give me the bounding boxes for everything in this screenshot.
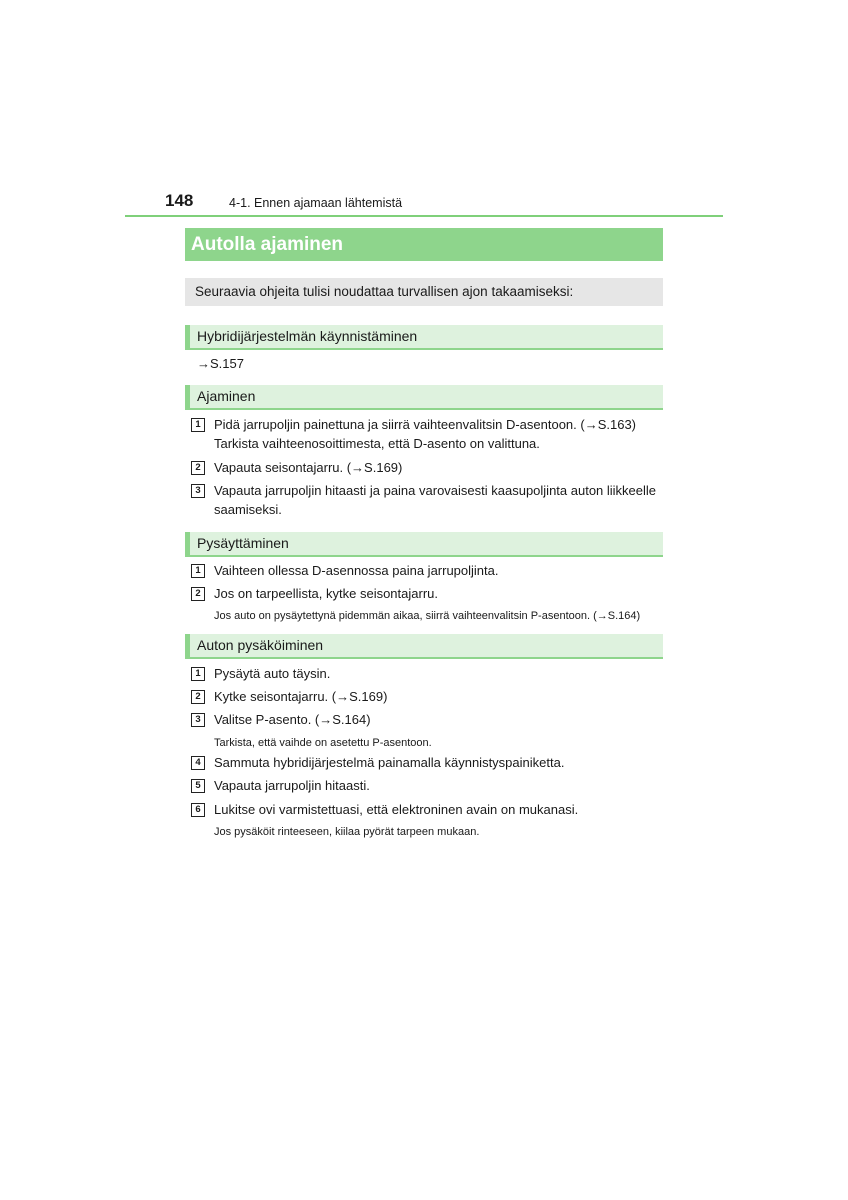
step-note: Jos auto on pysäytettynä pidemmän aikaa, siirrä vaihteenvalitsin P-asentoon. (→S.164) — [214, 610, 641, 622]
step-number: 3 — [191, 713, 205, 727]
step-note: Jos pysäköit rinteeseen, kiilaa pyörät tarpeen mukaan. — [214, 826, 480, 838]
step-text: Valitse P-asento. (→S.164) — [214, 712, 371, 727]
section-heading-driving: Ajaminen — [185, 385, 663, 410]
intro-box: Seuraavia ohjeita tulisi noudattaa turvallisen ajon takaamiseksi: — [185, 278, 663, 306]
step-text: Tarkista vaihteenosoittimesta, että D-asento on valittuna. — [214, 436, 540, 451]
step-text: Pidä jarrupoljin painettuna ja siirrä vaihteenvalitsin D-asentoon. (→S.163) — [214, 417, 637, 432]
step-number: 1 — [191, 667, 205, 681]
section-heading-stopping: Pysäyttäminen — [185, 532, 663, 557]
breadcrumb: 4-1. Ennen ajamaan lähtemistä — [229, 196, 403, 210]
step-text: saamiseksi. — [214, 502, 282, 517]
step-note: Tarkista, että vaihde on asetettu P-asentoon. — [214, 737, 432, 749]
step-number: 2 — [191, 690, 205, 704]
header-divider — [125, 215, 723, 217]
step-number: 6 — [191, 803, 205, 817]
page-title: Autolla ajaminen — [185, 228, 663, 261]
step-number: 5 — [191, 779, 205, 793]
step-number: 1 — [191, 418, 205, 432]
step-text: Pysäytä auto täysin. — [214, 666, 331, 681]
step-text: Kytke seisontajarru. (→S.169) — [214, 689, 388, 704]
step-number: 2 — [191, 461, 205, 475]
step-number: 4 — [191, 756, 205, 770]
step-number: 2 — [191, 587, 205, 601]
section-heading-start: Hybridijärjestelmän käynnistäminen — [185, 325, 663, 350]
reference-start: →S.157 — [197, 356, 244, 371]
step-number: 3 — [191, 484, 205, 498]
step-text: Vaihteen ollessa D-asennossa paina jarrupoljinta. — [214, 563, 499, 578]
step-text: Vapauta seisontajarru. (→S.169) — [214, 460, 403, 475]
step-text: Lukitse ovi varmistettuasi, että elektroninen avain on mukanasi. — [214, 802, 579, 817]
page-number: 148 — [165, 191, 194, 210]
step-text: Vapauta jarrupoljin hitaasti ja paina varovaisesti kaasupoljinta auton liikkeelle — [214, 483, 657, 498]
section-heading-parking: Auton pysäköiminen — [185, 634, 663, 659]
step-text: Jos on tarpeellista, kytke seisontajarru. — [214, 586, 438, 601]
step-text: Vapauta jarrupoljin hitaasti. — [214, 778, 370, 793]
step-text: Sammuta hybridijärjestelmä painamalla käynnistyspainiketta. — [214, 755, 565, 770]
step-number: 1 — [191, 564, 205, 578]
